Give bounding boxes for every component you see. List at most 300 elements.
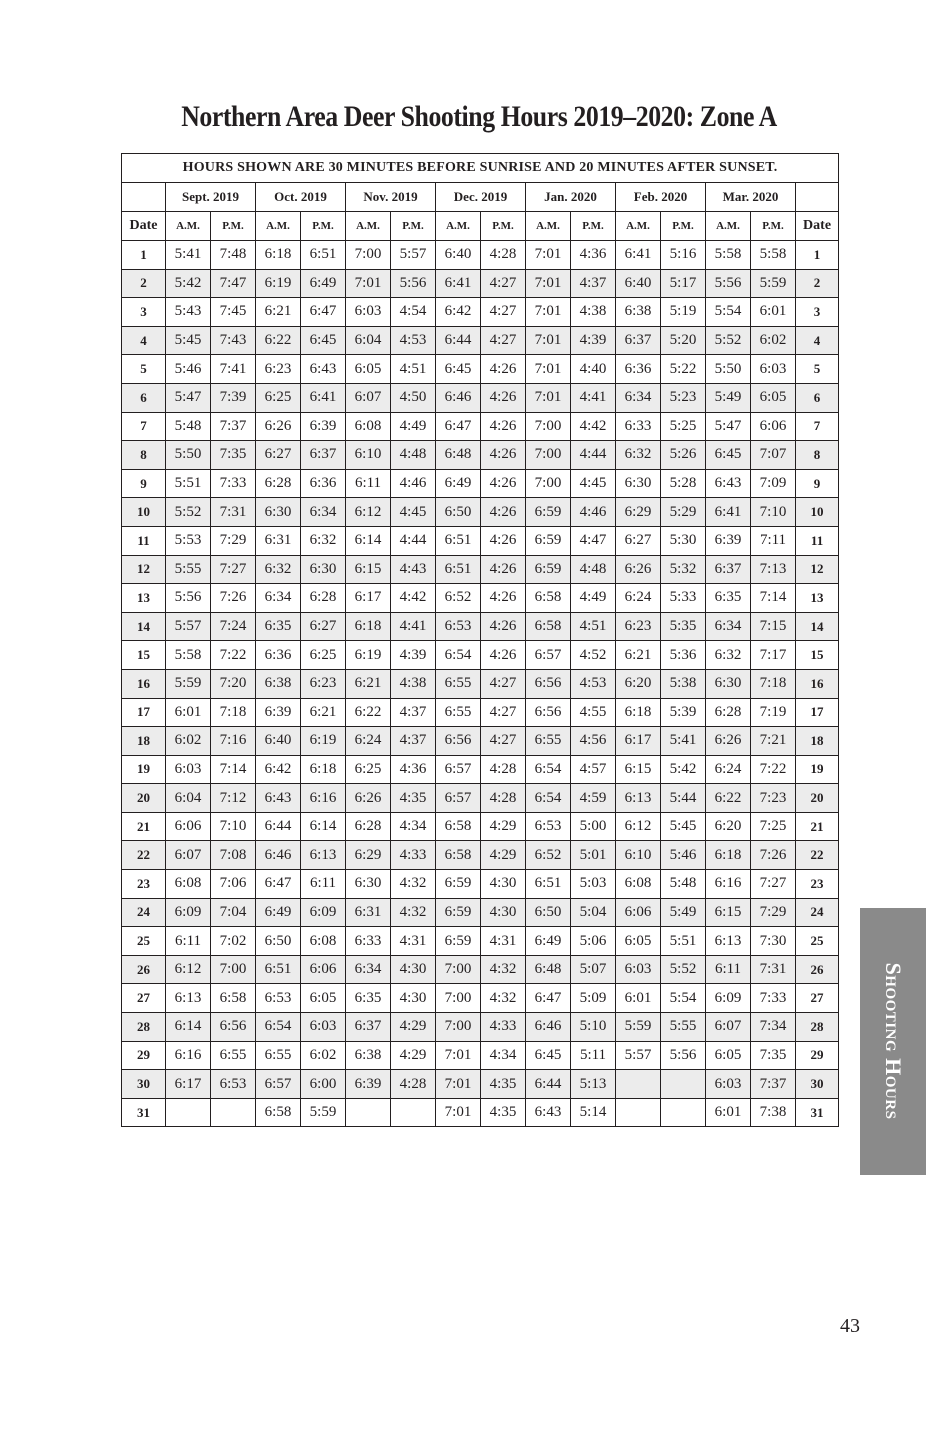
row-date: 26: [796, 955, 839, 984]
row-date: 18: [796, 727, 839, 756]
table-row: [122, 269, 839, 298]
am-time-cell: 6:08: [616, 870, 661, 899]
pm-time-cell: 4:31: [481, 927, 526, 956]
row-date: 15: [796, 641, 839, 670]
pm-time-cell: 4:26: [481, 584, 526, 613]
pm-time-cell: 4:26: [481, 498, 526, 527]
am-time-cell: 6:46: [526, 1013, 571, 1042]
table-row: [122, 1013, 839, 1042]
am-time-cell: 6:12: [616, 812, 661, 841]
pm-time-cell: 4:31: [391, 927, 436, 956]
pm-column-header: P.M.: [661, 212, 706, 241]
am-time-cell: 6:40: [616, 269, 661, 298]
am-time-cell: 6:01: [706, 1098, 751, 1127]
am-time-cell: 6:11: [706, 955, 751, 984]
am-time-cell: 6:08: [346, 412, 391, 441]
pm-column-header: P.M.: [481, 212, 526, 241]
pm-time-cell: 6:28: [301, 584, 346, 613]
pm-time-cell: [661, 1098, 706, 1127]
pm-time-cell: 6:53: [211, 1070, 256, 1099]
row-date: 22: [122, 841, 166, 870]
am-time-cell: 6:03: [166, 755, 211, 784]
am-time-cell: 6:41: [436, 269, 481, 298]
am-time-cell: 6:38: [616, 298, 661, 327]
table-row: [122, 755, 839, 784]
pm-time-cell: 5:51: [661, 927, 706, 956]
month-header-row: [122, 183, 839, 212]
am-time-cell: 5:45: [166, 326, 211, 355]
pm-time-cell: 5:04: [571, 898, 616, 927]
am-time-cell: 7:01: [526, 241, 571, 270]
am-time-cell: 5:48: [166, 412, 211, 441]
pm-time-cell: 4:35: [481, 1098, 526, 1127]
row-date: 10: [122, 498, 166, 527]
pm-time-cell: 7:00: [211, 955, 256, 984]
pm-time-cell: 7:39: [211, 383, 256, 412]
pm-time-cell: 4:27: [481, 727, 526, 756]
pm-time-cell: 7:19: [751, 698, 796, 727]
am-time-cell: 5:54: [706, 298, 751, 327]
pm-time-cell: 6:02: [301, 1041, 346, 1070]
am-time-cell: 6:46: [436, 383, 481, 412]
row-date: 16: [796, 669, 839, 698]
pm-time-cell: 4:44: [391, 526, 436, 555]
side-tab-label: Shooting Hours: [881, 962, 906, 1120]
pm-time-cell: 7:31: [751, 955, 796, 984]
row-date: 8: [796, 441, 839, 470]
pm-time-cell: 4:30: [391, 984, 436, 1013]
pm-time-cell: 4:30: [481, 898, 526, 927]
pm-time-cell: 7:07: [751, 441, 796, 470]
am-time-cell: 6:01: [166, 698, 211, 727]
row-date: 10: [796, 498, 839, 527]
pm-time-cell: 4:32: [481, 955, 526, 984]
row-date: 8: [122, 441, 166, 470]
pm-time-cell: 6:03: [301, 1013, 346, 1042]
pm-time-cell: 7:30: [751, 927, 796, 956]
row-date: 3: [122, 298, 166, 327]
am-time-cell: 6:19: [256, 269, 301, 298]
row-date: 2: [796, 269, 839, 298]
am-time-cell: 7:01: [436, 1098, 481, 1127]
pm-time-cell: 5:42: [661, 755, 706, 784]
am-time-cell: 6:30: [346, 870, 391, 899]
am-time-cell: 6:22: [256, 326, 301, 355]
pm-time-cell: 5:19: [661, 298, 706, 327]
am-time-cell: 6:41: [616, 241, 661, 270]
am-time-cell: 6:34: [706, 612, 751, 641]
am-time-cell: 6:13: [616, 784, 661, 813]
am-column-header: A.M.: [616, 212, 661, 241]
row-date: 15: [122, 641, 166, 670]
pm-time-cell: 4:29: [481, 841, 526, 870]
pm-time-cell: 7:06: [211, 870, 256, 899]
pm-time-cell: 6:36: [301, 469, 346, 498]
pm-column-header: P.M.: [571, 212, 616, 241]
pm-time-cell: 5:00: [571, 812, 616, 841]
pm-time-cell: 7:22: [211, 641, 256, 670]
am-time-cell: 6:10: [346, 441, 391, 470]
row-date: 13: [796, 584, 839, 613]
table-row: [122, 326, 839, 355]
row-date: 29: [796, 1041, 839, 1070]
pm-time-cell: 6:51: [301, 241, 346, 270]
pm-time-cell: 4:26: [481, 555, 526, 584]
pm-time-cell: 4:36: [571, 241, 616, 270]
am-time-cell: 5:56: [706, 269, 751, 298]
am-time-cell: 6:34: [256, 584, 301, 613]
am-time-cell: 7:00: [526, 412, 571, 441]
pm-time-cell: 4:32: [391, 898, 436, 927]
month-header: Sept. 2019: [166, 183, 256, 212]
am-time-cell: 6:53: [526, 812, 571, 841]
pm-time-cell: 5:29: [661, 498, 706, 527]
table-row: [122, 241, 839, 270]
pm-time-cell: 7:31: [211, 498, 256, 527]
pm-time-cell: 6:58: [211, 984, 256, 1013]
am-time-cell: 6:51: [436, 526, 481, 555]
am-time-cell: 5:56: [166, 584, 211, 613]
am-time-cell: 6:26: [616, 555, 661, 584]
pm-time-cell: 5:20: [661, 326, 706, 355]
am-time-cell: 6:03: [616, 955, 661, 984]
month-header: Dec. 2019: [436, 183, 526, 212]
pm-time-cell: 6:02: [751, 326, 796, 355]
am-time-cell: 6:58: [526, 584, 571, 613]
ampm-header-row: [122, 212, 839, 241]
row-date: 4: [122, 326, 166, 355]
am-column-header: A.M.: [256, 212, 301, 241]
table-row: [122, 498, 839, 527]
am-time-cell: 6:17: [616, 727, 661, 756]
pm-time-cell: 7:38: [751, 1098, 796, 1127]
date-column-header: Date: [796, 212, 839, 241]
row-date: 24: [122, 898, 166, 927]
am-time-cell: 6:57: [256, 1070, 301, 1099]
pm-time-cell: 6:16: [301, 784, 346, 813]
am-time-cell: 5:57: [166, 612, 211, 641]
am-time-cell: 6:31: [346, 898, 391, 927]
pm-time-cell: 6:27: [301, 612, 346, 641]
pm-time-cell: 7:35: [751, 1041, 796, 1070]
pm-time-cell: 6:43: [301, 355, 346, 384]
pm-time-cell: 4:26: [481, 526, 526, 555]
am-time-cell: 7:01: [436, 1070, 481, 1099]
pm-time-cell: 4:45: [571, 469, 616, 498]
pm-time-cell: 4:56: [571, 727, 616, 756]
table-row: [122, 1098, 839, 1127]
pm-time-cell: 5:44: [661, 784, 706, 813]
pm-time-cell: 4:34: [391, 812, 436, 841]
row-date: 24: [796, 898, 839, 927]
table-row: [122, 727, 839, 756]
am-time-cell: 6:55: [526, 727, 571, 756]
pm-time-cell: 4:39: [571, 326, 616, 355]
pm-time-cell: 4:52: [571, 641, 616, 670]
pm-time-cell: 4:35: [391, 784, 436, 813]
pm-time-cell: 4:36: [391, 755, 436, 784]
pm-time-cell: 4:37: [571, 269, 616, 298]
row-date: 18: [122, 727, 166, 756]
am-time-cell: 6:16: [706, 870, 751, 899]
am-time-cell: 6:18: [706, 841, 751, 870]
am-time-cell: 6:45: [706, 441, 751, 470]
am-time-cell: 6:09: [166, 898, 211, 927]
table-row: [122, 669, 839, 698]
am-time-cell: 7:00: [526, 469, 571, 498]
table-row: [122, 898, 839, 927]
month-header: Oct. 2019: [256, 183, 346, 212]
pm-time-cell: 4:26: [481, 469, 526, 498]
pm-time-cell: 7:27: [751, 870, 796, 899]
am-time-cell: 6:23: [616, 612, 661, 641]
am-time-cell: 6:09: [706, 984, 751, 1013]
pm-time-cell: 7:34: [751, 1013, 796, 1042]
am-time-cell: 6:12: [166, 955, 211, 984]
pm-time-cell: 4:28: [391, 1070, 436, 1099]
pm-time-cell: 7:18: [751, 669, 796, 698]
am-time-cell: 6:33: [346, 927, 391, 956]
table-row: [122, 612, 839, 641]
am-time-cell: 6:44: [526, 1070, 571, 1099]
am-time-cell: 7:01: [526, 355, 571, 384]
row-date: 6: [796, 383, 839, 412]
am-time-cell: 6:27: [616, 526, 661, 555]
am-time-cell: 6:38: [346, 1041, 391, 1070]
am-time-cell: 6:13: [166, 984, 211, 1013]
am-time-cell: 7:00: [526, 441, 571, 470]
pm-time-cell: 4:34: [481, 1041, 526, 1070]
am-time-cell: 6:20: [706, 812, 751, 841]
row-date: 14: [796, 612, 839, 641]
pm-time-cell: 7:11: [751, 526, 796, 555]
pm-time-cell: 4:29: [391, 1041, 436, 1070]
am-time-cell: 6:31: [256, 526, 301, 555]
pm-time-cell: 4:48: [571, 555, 616, 584]
month-header: Jan. 2020: [526, 183, 616, 212]
pm-time-cell: 4:27: [481, 669, 526, 698]
row-date: 25: [796, 927, 839, 956]
pm-time-cell: 5:28: [661, 469, 706, 498]
am-time-cell: 6:14: [166, 1013, 211, 1042]
pm-time-cell: 7:16: [211, 727, 256, 756]
pm-time-cell: 6:39: [301, 412, 346, 441]
pm-time-cell: 5:03: [571, 870, 616, 899]
row-date: 12: [122, 555, 166, 584]
pm-time-cell: 7:14: [211, 755, 256, 784]
am-time-cell: 6:37: [616, 326, 661, 355]
am-time-cell: 6:33: [616, 412, 661, 441]
am-time-cell: 6:43: [706, 469, 751, 498]
pm-time-cell: 5:16: [661, 241, 706, 270]
pm-time-cell: 4:54: [391, 298, 436, 327]
pm-time-cell: 4:28: [481, 784, 526, 813]
am-time-cell: 6:39: [346, 1070, 391, 1099]
am-time-cell: 6:32: [616, 441, 661, 470]
pm-time-cell: 7:02: [211, 927, 256, 956]
pm-time-cell: 4:27: [481, 269, 526, 298]
pm-time-cell: 5:14: [571, 1098, 616, 1127]
am-time-cell: 6:51: [436, 555, 481, 584]
pm-time-cell: 7:48: [211, 241, 256, 270]
am-time-cell: 6:14: [346, 526, 391, 555]
am-time-cell: 5:43: [166, 298, 211, 327]
am-time-cell: 5:52: [706, 326, 751, 355]
pm-time-cell: 4:41: [391, 612, 436, 641]
row-date: 16: [122, 669, 166, 698]
pm-time-cell: 5:52: [661, 955, 706, 984]
pm-time-cell: 5:26: [661, 441, 706, 470]
pm-time-cell: 7:17: [751, 641, 796, 670]
date-column-header: Date: [122, 212, 166, 241]
pm-time-cell: 7:26: [751, 841, 796, 870]
pm-time-cell: 4:30: [391, 955, 436, 984]
pm-time-cell: 7:43: [211, 326, 256, 355]
am-time-cell: 7:00: [436, 955, 481, 984]
row-date: 3: [796, 298, 839, 327]
pm-time-cell: 5:59: [751, 269, 796, 298]
row-date: 27: [122, 984, 166, 1013]
am-time-cell: [616, 1070, 661, 1099]
am-time-cell: 6:56: [526, 669, 571, 698]
pm-time-cell: 4:53: [571, 669, 616, 698]
am-time-cell: 6:48: [526, 955, 571, 984]
am-time-cell: 6:29: [346, 841, 391, 870]
pm-time-cell: 7:18: [211, 698, 256, 727]
am-time-cell: 6:50: [436, 498, 481, 527]
am-time-cell: 6:43: [256, 784, 301, 813]
pm-time-cell: 4:27: [481, 326, 526, 355]
pm-time-cell: 7:33: [211, 469, 256, 498]
pm-time-cell: 5:49: [661, 898, 706, 927]
pm-time-cell: 5:22: [661, 355, 706, 384]
am-time-cell: 5:47: [166, 383, 211, 412]
am-time-cell: 6:45: [436, 355, 481, 384]
pm-time-cell: 5:45: [661, 812, 706, 841]
am-time-cell: 6:06: [166, 812, 211, 841]
pm-time-cell: 4:27: [481, 698, 526, 727]
am-time-cell: 5:59: [616, 1013, 661, 1042]
am-time-cell: 6:57: [436, 755, 481, 784]
page-number: 43: [840, 1315, 860, 1337]
table-row: [122, 441, 839, 470]
am-time-cell: 6:35: [256, 612, 301, 641]
am-time-cell: 6:05: [346, 355, 391, 384]
am-column-header: A.M.: [166, 212, 211, 241]
am-time-cell: 6:21: [256, 298, 301, 327]
am-time-cell: 6:54: [526, 755, 571, 784]
row-date: 25: [122, 927, 166, 956]
row-date: 17: [796, 698, 839, 727]
table-row: [122, 1041, 839, 1070]
pm-time-cell: 4:39: [391, 641, 436, 670]
row-date: 30: [796, 1070, 839, 1099]
pm-column-header: P.M.: [211, 212, 256, 241]
pm-time-cell: 6:03: [751, 355, 796, 384]
am-time-cell: 6:01: [616, 984, 661, 1013]
pm-time-cell: 4:32: [481, 984, 526, 1013]
am-time-cell: 6:39: [256, 698, 301, 727]
am-time-cell: 6:47: [256, 870, 301, 899]
pm-time-cell: [391, 1098, 436, 1127]
pm-time-cell: 6:47: [301, 298, 346, 327]
pm-time-cell: 5:41: [661, 727, 706, 756]
row-date: 6: [122, 383, 166, 412]
am-time-cell: 6:08: [166, 870, 211, 899]
pm-time-cell: [661, 1070, 706, 1099]
am-time-cell: 7:01: [526, 383, 571, 412]
am-time-cell: 5:58: [166, 641, 211, 670]
am-time-cell: 6:49: [436, 469, 481, 498]
row-date: 30: [122, 1070, 166, 1099]
am-column-header: A.M.: [526, 212, 571, 241]
am-time-cell: 6:07: [346, 383, 391, 412]
am-time-cell: 6:15: [616, 755, 661, 784]
am-time-cell: 6:10: [616, 841, 661, 870]
pm-column-header: P.M.: [391, 212, 436, 241]
am-time-cell: 7:01: [436, 1041, 481, 1070]
pm-time-cell: 7:25: [751, 812, 796, 841]
am-time-cell: 6:54: [256, 1013, 301, 1042]
am-column-header: A.M.: [436, 212, 481, 241]
am-time-cell: 5:47: [706, 412, 751, 441]
am-time-cell: 7:00: [436, 1013, 481, 1042]
pm-time-cell: 7:14: [751, 584, 796, 613]
am-time-cell: 5:42: [166, 269, 211, 298]
pm-time-cell: 5:59: [301, 1098, 346, 1127]
table-row: [122, 526, 839, 555]
pm-time-cell: 5:06: [571, 927, 616, 956]
pm-time-cell: 7:41: [211, 355, 256, 384]
pm-time-cell: 6:45: [301, 326, 346, 355]
am-time-cell: 5:51: [166, 469, 211, 498]
pm-time-cell: 6:05: [301, 984, 346, 1013]
am-time-cell: 6:04: [166, 784, 211, 813]
month-header: Mar. 2020: [706, 183, 796, 212]
pm-time-cell: 4:46: [571, 498, 616, 527]
row-date: 5: [122, 355, 166, 384]
pm-time-cell: 5:48: [661, 870, 706, 899]
am-time-cell: [346, 1098, 391, 1127]
am-time-cell: 6:56: [436, 727, 481, 756]
am-time-cell: 6:27: [256, 441, 301, 470]
pm-time-cell: 7:26: [211, 584, 256, 613]
am-time-cell: 6:53: [256, 984, 301, 1013]
pm-time-cell: 4:50: [391, 383, 436, 412]
month-header: Feb. 2020: [616, 183, 706, 212]
am-column-header: A.M.: [346, 212, 391, 241]
pm-time-cell: 6:19: [301, 727, 346, 756]
row-date: 1: [122, 241, 166, 270]
pm-time-cell: 4:42: [391, 584, 436, 613]
am-time-cell: 5:49: [706, 383, 751, 412]
am-time-cell: 6:42: [436, 298, 481, 327]
page-title: Northern Area Deer Shooting Hours 2019–2020: Zone A: [181, 100, 777, 133]
am-time-cell: 6:32: [706, 641, 751, 670]
am-time-cell: 6:26: [706, 727, 751, 756]
am-time-cell: 6:30: [616, 469, 661, 498]
pm-time-cell: 7:37: [751, 1070, 796, 1099]
am-time-cell: 6:25: [256, 383, 301, 412]
am-time-cell: 6:05: [706, 1041, 751, 1070]
am-time-cell: 6:18: [256, 241, 301, 270]
am-time-cell: 6:40: [436, 241, 481, 270]
table-row: [122, 870, 839, 899]
pm-time-cell: 7:13: [751, 555, 796, 584]
pm-time-cell: 7:29: [751, 898, 796, 927]
pm-time-cell: 6:06: [301, 955, 346, 984]
pm-time-cell: 5:09: [571, 984, 616, 1013]
